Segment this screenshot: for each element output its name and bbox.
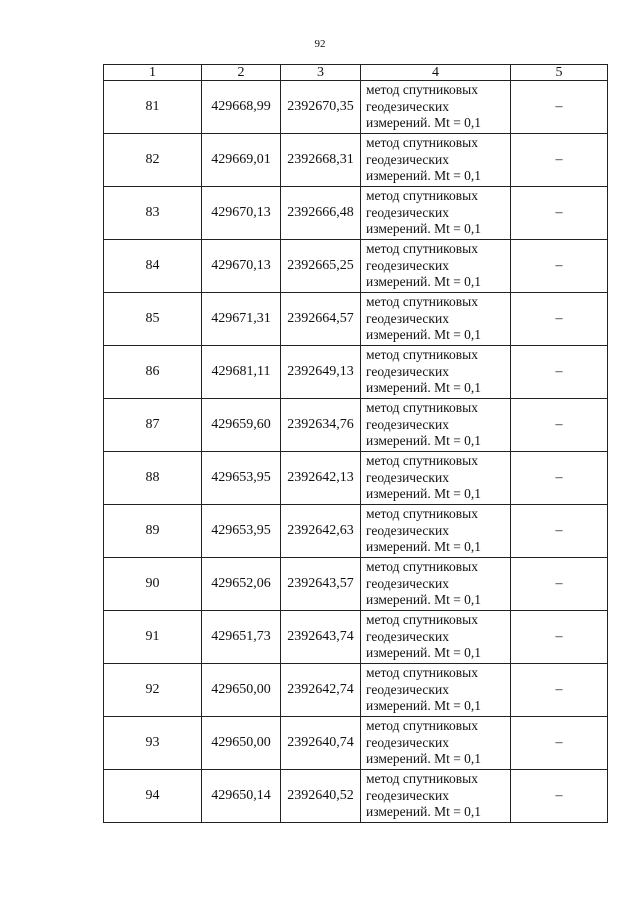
- point-number-cell: 83: [104, 187, 202, 240]
- table-body: [104, 81, 608, 823]
- x-coordinate-cell: 429659,60: [202, 399, 281, 452]
- note-cell: –: [511, 293, 608, 346]
- method-line: геодезических: [366, 363, 449, 379]
- note-cell: –: [511, 399, 608, 452]
- method-line: геодезических: [366, 681, 449, 697]
- x-coordinate-cell: 429651,73: [202, 611, 281, 664]
- method-line: метод спутниковых: [366, 347, 478, 363]
- method-cell: [361, 293, 511, 346]
- method-cell: [361, 346, 511, 399]
- column-header-4: 4: [361, 65, 511, 81]
- point-number-cell: 84: [104, 240, 202, 293]
- column-header-1: 1: [104, 65, 202, 81]
- method-line: геодезических: [366, 98, 449, 114]
- x-coordinate-cell: 429653,95: [202, 452, 281, 505]
- method-line: измерений. Mt = 0,1: [366, 751, 482, 767]
- method-line: геодезических: [366, 257, 449, 273]
- y-coordinate-cell: 2392642,74: [281, 664, 361, 717]
- method-line: метод спутниковых: [366, 665, 478, 681]
- method-line: геодезических: [366, 469, 449, 485]
- method-cell: [361, 187, 511, 240]
- method-line: метод спутниковых: [366, 82, 478, 98]
- y-coordinate-cell: 2392666,48: [281, 187, 361, 240]
- header-row: [104, 65, 608, 81]
- y-coordinate-cell: 2392670,35: [281, 81, 361, 134]
- y-coordinate-cell: 2392642,13: [281, 452, 361, 505]
- method-line: измерений. Mt = 0,1: [366, 592, 482, 608]
- point-number-cell: 94: [104, 770, 202, 823]
- x-coordinate-cell: 429650,14: [202, 770, 281, 823]
- method-line: геодезических: [366, 575, 449, 591]
- note-cell: –: [511, 346, 608, 399]
- point-number-cell: 93: [104, 717, 202, 770]
- note-cell: –: [511, 452, 608, 505]
- table-row: [104, 717, 608, 770]
- x-coordinate-cell: 429670,13: [202, 240, 281, 293]
- method-line: метод спутниковых: [366, 771, 478, 787]
- page-number: 92: [314, 38, 326, 50]
- table-row: [104, 399, 608, 452]
- method-line: измерений. Mt = 0,1: [366, 168, 482, 184]
- y-coordinate-cell: 2392634,76: [281, 399, 361, 452]
- method-line: геодезических: [366, 787, 449, 803]
- note-cell: –: [511, 81, 608, 134]
- x-coordinate-cell: 429670,13: [202, 187, 281, 240]
- x-coordinate-cell: 429671,31: [202, 293, 281, 346]
- method-line: измерений. Mt = 0,1: [366, 433, 482, 449]
- method-cell: [361, 664, 511, 717]
- method-line: метод спутниковых: [366, 559, 478, 575]
- point-number-cell: 86: [104, 346, 202, 399]
- note-cell: –: [511, 505, 608, 558]
- method-line: метод спутниковых: [366, 612, 478, 628]
- column-header-3: 3: [281, 65, 361, 81]
- method-cell: [361, 399, 511, 452]
- table-row: [104, 134, 608, 187]
- method-line: измерений. Mt = 0,1: [366, 539, 482, 555]
- method-line: измерений. Mt = 0,1: [366, 327, 482, 343]
- y-coordinate-cell: 2392649,13: [281, 346, 361, 399]
- x-coordinate-cell: 429681,11: [202, 346, 281, 399]
- table-row: [104, 81, 608, 134]
- y-coordinate-cell: 2392668,31: [281, 134, 361, 187]
- y-coordinate-cell: 2392642,63: [281, 505, 361, 558]
- y-coordinate-cell: 2392640,52: [281, 770, 361, 823]
- method-line: метод спутниковых: [366, 506, 478, 522]
- point-number-cell: 92: [104, 664, 202, 717]
- table-row: [104, 240, 608, 293]
- table-row: [104, 293, 608, 346]
- note-cell: –: [511, 134, 608, 187]
- point-number-cell: 82: [104, 134, 202, 187]
- method-line: измерений. Mt = 0,1: [366, 380, 482, 396]
- method-line: геодезических: [366, 628, 449, 644]
- column-header-5: 5: [511, 65, 608, 81]
- method-line: метод спутниковых: [366, 718, 478, 734]
- column-header-2: 2: [202, 65, 281, 81]
- method-cell: [361, 770, 511, 823]
- method-cell: [361, 611, 511, 664]
- method-line: геодезических: [366, 151, 449, 167]
- table-row: [104, 452, 608, 505]
- point-number-cell: 87: [104, 399, 202, 452]
- x-coordinate-cell: 429669,01: [202, 134, 281, 187]
- method-line: измерений. Mt = 0,1: [366, 645, 482, 661]
- method-line: измерений. Mt = 0,1: [366, 698, 482, 714]
- point-number-cell: 88: [104, 452, 202, 505]
- x-coordinate-cell: 429652,06: [202, 558, 281, 611]
- method-line: метод спутниковых: [366, 453, 478, 469]
- table-row: [104, 505, 608, 558]
- note-cell: –: [511, 187, 608, 240]
- method-cell: [361, 558, 511, 611]
- method-line: измерений. Mt = 0,1: [366, 115, 482, 131]
- method-line: метод спутниковых: [366, 188, 478, 204]
- y-coordinate-cell: 2392643,74: [281, 611, 361, 664]
- x-coordinate-cell: 429650,00: [202, 717, 281, 770]
- note-cell: –: [511, 611, 608, 664]
- table-row: [104, 558, 608, 611]
- method-line: измерений. Mt = 0,1: [366, 274, 482, 290]
- note-cell: –: [511, 664, 608, 717]
- method-cell: [361, 717, 511, 770]
- method-cell: [361, 81, 511, 134]
- y-coordinate-cell: 2392665,25: [281, 240, 361, 293]
- table-row: [104, 187, 608, 240]
- point-number-cell: 91: [104, 611, 202, 664]
- method-line: геодезических: [366, 416, 449, 432]
- y-coordinate-cell: 2392664,57: [281, 293, 361, 346]
- method-line: метод спутниковых: [366, 135, 478, 151]
- point-number-cell: 90: [104, 558, 202, 611]
- method-cell: [361, 134, 511, 187]
- coordinates-table: [103, 64, 608, 823]
- table-row: [104, 346, 608, 399]
- method-line: геодезических: [366, 522, 449, 538]
- point-number-cell: 89: [104, 505, 202, 558]
- table-header: [104, 65, 608, 81]
- method-cell: [361, 240, 511, 293]
- method-cell: [361, 452, 511, 505]
- note-cell: –: [511, 770, 608, 823]
- method-line: измерений. Mt = 0,1: [366, 221, 482, 237]
- y-coordinate-cell: 2392643,57: [281, 558, 361, 611]
- note-cell: –: [511, 558, 608, 611]
- y-coordinate-cell: 2392640,74: [281, 717, 361, 770]
- table-row: [104, 611, 608, 664]
- table-row: [104, 770, 608, 823]
- method-line: геодезических: [366, 310, 449, 326]
- method-line: геодезических: [366, 734, 449, 750]
- method-line: метод спутниковых: [366, 241, 478, 257]
- x-coordinate-cell: 429668,99: [202, 81, 281, 134]
- table-row: [104, 664, 608, 717]
- method-line: измерений. Mt = 0,1: [366, 804, 482, 820]
- method-cell: [361, 505, 511, 558]
- note-cell: –: [511, 717, 608, 770]
- point-number-cell: 85: [104, 293, 202, 346]
- method-line: метод спутниковых: [366, 294, 478, 310]
- x-coordinate-cell: 429650,00: [202, 664, 281, 717]
- note-cell: –: [511, 240, 608, 293]
- x-coordinate-cell: 429653,95: [202, 505, 281, 558]
- point-number-cell: 81: [104, 81, 202, 134]
- method-line: измерений. Mt = 0,1: [366, 486, 482, 502]
- method-line: метод спутниковых: [366, 400, 478, 416]
- method-line: геодезических: [366, 204, 449, 220]
